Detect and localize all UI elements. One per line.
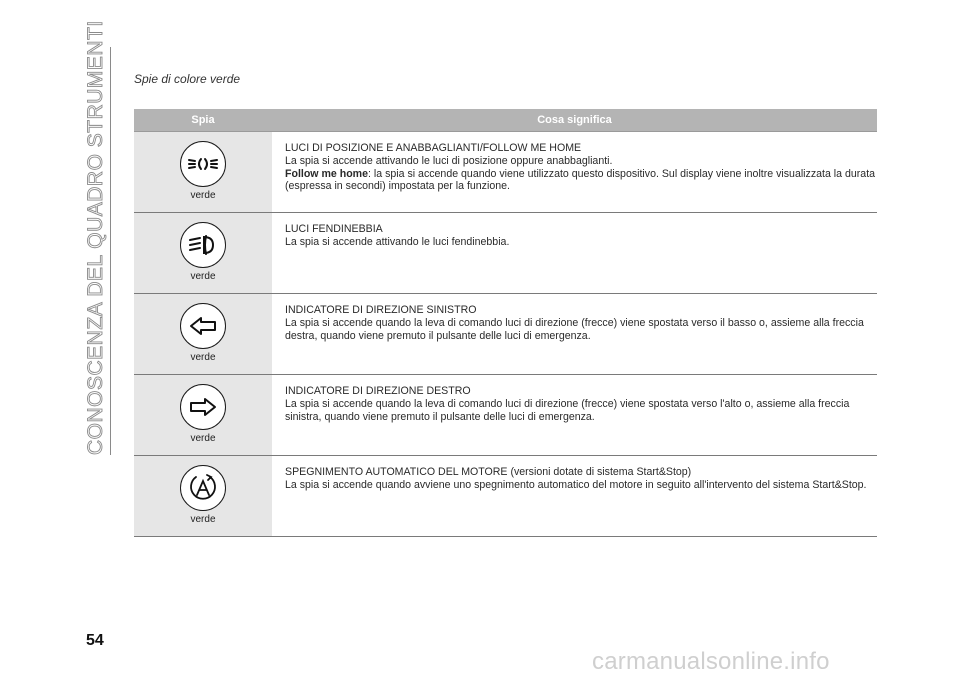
icon-cell — [134, 132, 272, 212]
description-heading: LUCI DI POSIZIONE E ANABBAGLIANTI/FOLLOW ME HOME — [285, 142, 582, 154]
icon-color-label: verde — [190, 352, 216, 363]
chapter-title: CONOSCENZA DEL QUADRO STRUMENTI — [84, 20, 107, 455]
description-text: La spia si accende quando la leva di comando luci di direzione (frecce) viene spostata verso il basso o, assieme alla freccia destra, quando viene premuto il pulsante delle luci di emergenza. — [285, 316, 864, 342]
section-title: Spie di colore verde — [134, 72, 241, 86]
right-arrow-icon — [180, 384, 226, 430]
description-text: La spia si accende quando avviene uno spegnimento automatico del motore in seguito all'intervento del sistema Start&Stop. — [285, 478, 867, 491]
header-cosa-significa: Cosa significa — [537, 114, 612, 126]
table-row — [134, 132, 877, 213]
description-cell — [272, 375, 877, 455]
description-heading: SPEGNIMENTO AUTOMATICO DEL MOTORE (versioni dotate di sistema Start&Stop) — [285, 466, 692, 478]
watermark: carmanualsonline.info — [592, 648, 830, 675]
description-cell — [272, 456, 877, 536]
icon-color-label: verde — [190, 271, 216, 282]
description-text: La spia si accende attivando le luci fendinebbia. — [285, 235, 510, 248]
icon-color-label: verde — [190, 514, 216, 525]
description-heading: INDICATORE DI DIREZIONE DESTRO — [285, 385, 471, 397]
table-row — [134, 456, 877, 537]
header-spia: Spia — [191, 114, 215, 126]
icon-cell — [134, 375, 272, 455]
description-strong: Follow me home — [285, 167, 368, 180]
table-row — [134, 294, 877, 375]
icon-cell — [134, 456, 272, 536]
icon-color-label: verde — [190, 433, 216, 444]
table-row — [134, 375, 877, 456]
table-header — [134, 109, 877, 132]
icon-color-label: verde — [190, 190, 216, 201]
chapter-divider — [110, 47, 111, 455]
start-stop-icon — [180, 465, 226, 511]
icon-cell — [134, 213, 272, 293]
description-text: La spia si accende attivando le luci di posizione oppure anabbaglianti. — [285, 154, 613, 167]
fog-lights-icon — [180, 222, 226, 268]
position-lights-icon — [180, 141, 226, 187]
description-cell — [272, 132, 877, 212]
description-heading: INDICATORE DI DIREZIONE SINISTRO — [285, 304, 477, 316]
description-cell — [272, 213, 877, 293]
description-heading: LUCI FENDINEBBIA — [285, 223, 383, 235]
description-cell — [272, 294, 877, 374]
icon-cell — [134, 294, 272, 374]
description-text: La spia si accende quando la leva di comando luci di direzione (frecce) viene spostata verso l'alto o, assieme alla freccia sinistra, quando viene premuto il pulsante delle luci di emergenza. — [285, 397, 850, 423]
table-row — [134, 213, 877, 294]
page-number: 54 — [86, 632, 104, 649]
description-text-2: : la spia si accende quando viene utilizzato questo dispositivo. Sul display viene inoltre visualizzata la durata (espressa in secondi) impostata per la funzione. — [285, 167, 876, 193]
warning-lights-table — [134, 109, 877, 537]
left-arrow-icon — [180, 303, 226, 349]
